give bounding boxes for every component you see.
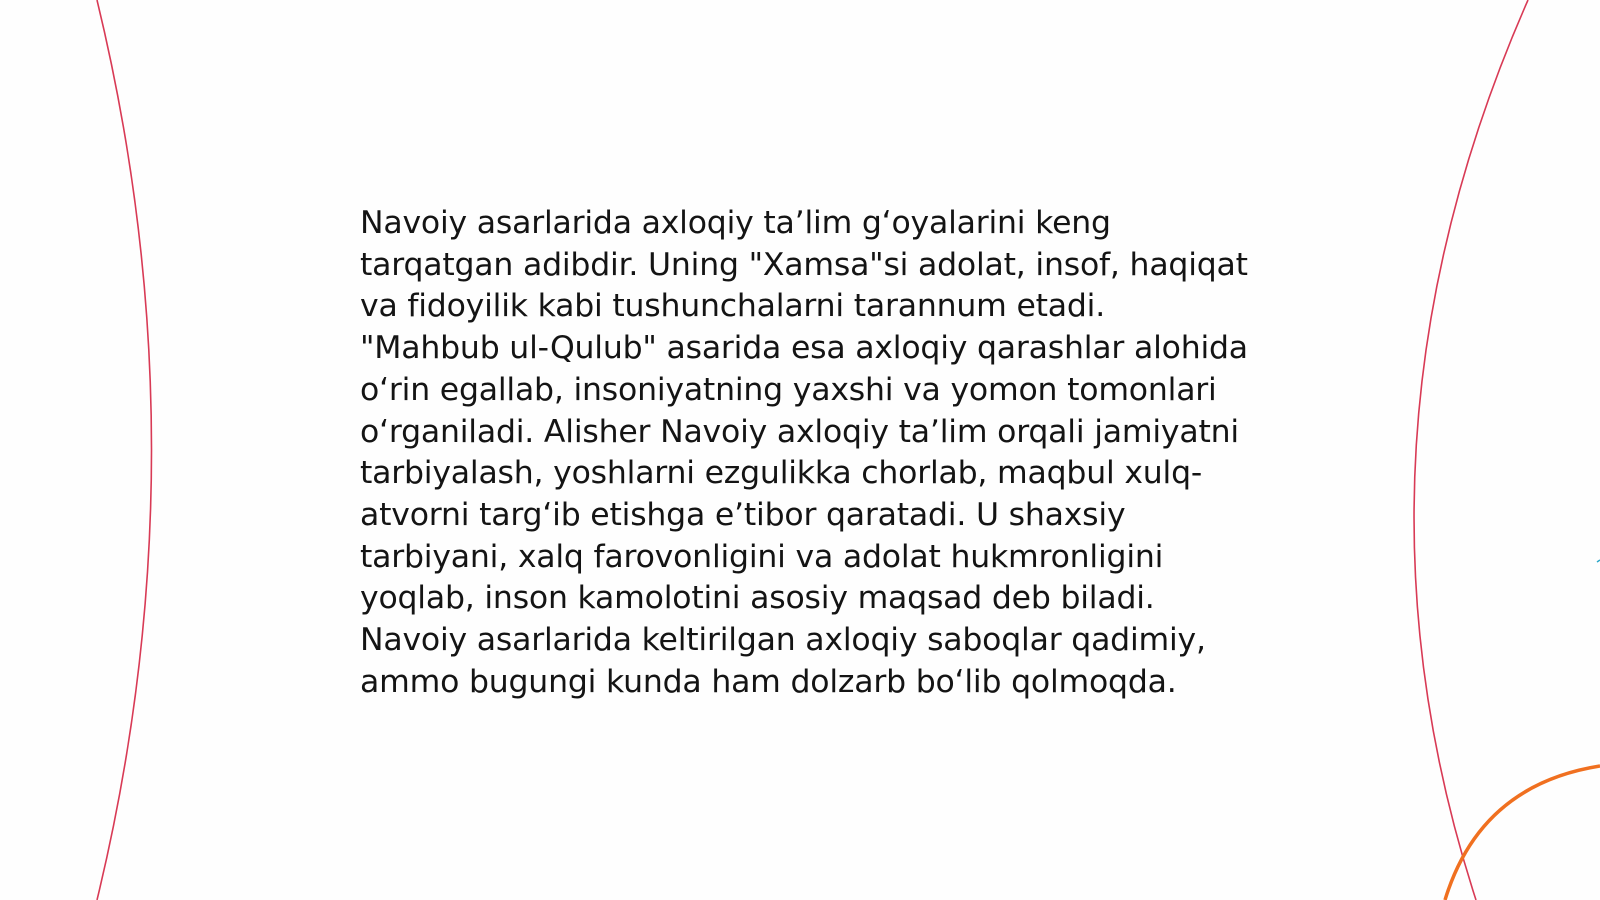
- left-arc-line: [97, 0, 152, 900]
- slide-body-text: Navoiy asarlarida axloqiy ta’lim g‘oyalarini keng tarqatgan adibdir. Uning "Xamsa"si adolat, insof, haqiqat va fidoyilik kabi tushunchalarni tarannum etadi. "Mahbub ul-Qulub" asarida esa axloqiy qarashlar alohida o‘rin egallab, insoniyatning yaxshi va yomon tomonlari o‘rganiladi. Alisher Navoiy axloqiy ta’lim orqali jamiyatni tarbiyalash, yoshlarni ezgulikka chorlab, maqbul xulq-atvorni targ‘ib etishga e’tibor qaratadi. U shaxsiy tarbiyani, xalq farovonligini va adolat hukmronligini yoqlab, inson kamolotini asosiy maqsad deb biladi. Navoiy asarlarida keltirilgan axloqiy saboqlar qadimiy, ammo bugungi kunda ham dolzarb bo‘lib qolmoqda.: [360, 205, 1248, 700]
- right-arc-line: [1414, 0, 1528, 900]
- orange-circle-arc: [1445, 766, 1600, 900]
